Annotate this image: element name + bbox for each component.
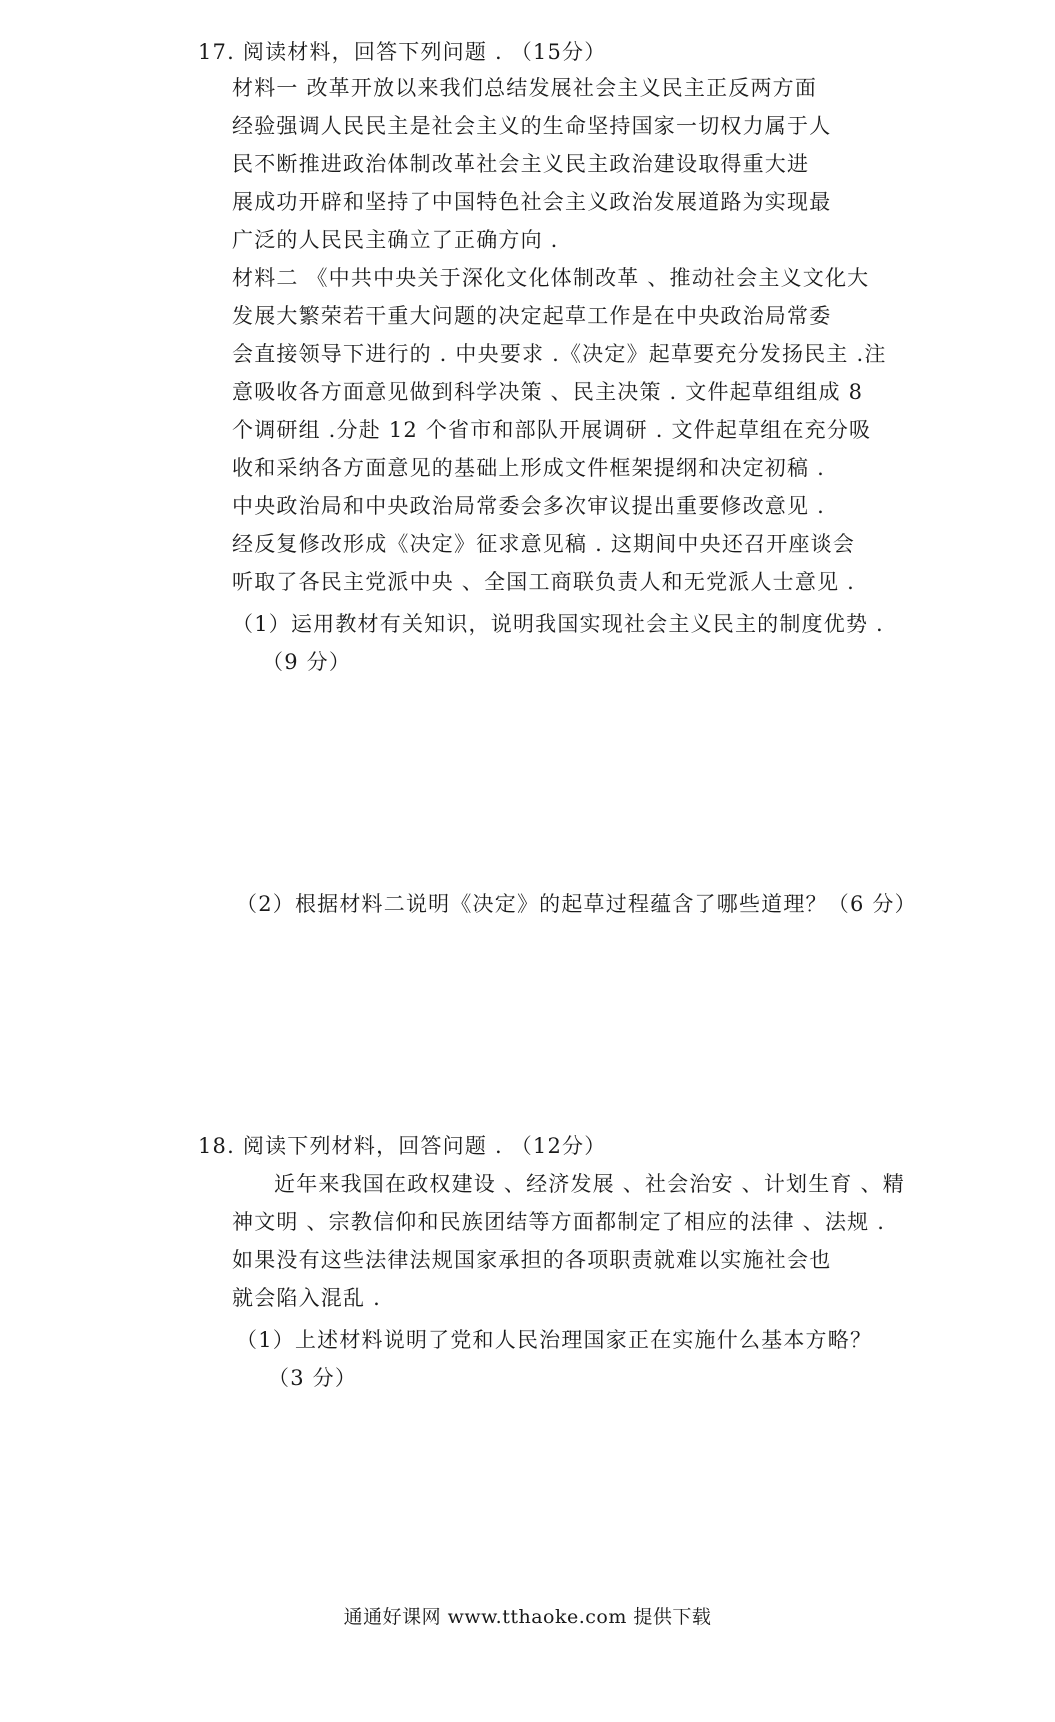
footer-credit: 通通好课网 www.tthaoke.com 提供下载 bbox=[343, 1606, 712, 1628]
q18-sub1-prompt: （1）上述材料说明了党和人民治理国家正在实施什么基本方略？ bbox=[236, 1328, 873, 1352]
q17-sub1-score: （9 分） bbox=[262, 650, 352, 674]
q18-title: 18. 阅读下列材料，回答问题 . （12分） bbox=[198, 1134, 607, 1158]
q17-sub2-prompt: （2）根据材料二说明《决定》的起草过程蕴含了哪些道理？（6 分） bbox=[236, 892, 917, 916]
q17-material1-line: 材料一 改革开放以来我们总结发展社会主义民主正反两方面 bbox=[232, 76, 818, 100]
q17-material2-line: 会直接领导下进行的 . 中央要求 .《决定》起草要充分发扬民主 .注 bbox=[232, 342, 887, 366]
q17-title: 17. 阅读材料，回答下列问题 . （15分） bbox=[198, 40, 607, 64]
q18-sub1-score: （3 分） bbox=[268, 1366, 358, 1390]
q17-material2-line: 意吸收各方面意见做到科学决策 、民主决策 . 文件起草组组成 8 bbox=[232, 380, 864, 404]
q17-material2-line: 中央政治局和中央政治局常委会多次审议提出重要修改意见 . bbox=[232, 494, 825, 518]
q17-material2-line: 材料二 《中共中央关于深化文化体制改革 、推动社会主义文化大 bbox=[232, 266, 870, 290]
q17-material2-line: 经反复修改形成《决定》征求意见稿 . 这期间中央还召开座谈会 bbox=[232, 532, 856, 556]
q17-material2-line: 个调研组 .分赴 12 个省市和部队开展调研 . 文件起草组在充分吸 bbox=[232, 418, 872, 442]
q17-material1-line: 广泛的人民民主确立了正确方向 . bbox=[232, 228, 559, 252]
q17-material2-line: 听取了各民主党派中央 、全国工商联负责人和无党派人士意见 . bbox=[232, 570, 856, 594]
q17-material1-line: 展成功开辟和坚持了中国特色社会主义政治发展道路为实现最 bbox=[232, 190, 832, 214]
q18-material-line: 近年来我国在政权建设 、经济发展 、社会治安 、计划生育 、精 bbox=[274, 1172, 905, 1196]
q18-material-line: 就会陷入混乱 . bbox=[232, 1286, 381, 1310]
q18-material-line: 神文明 、宗教信仰和民族团结等方面都制定了相应的法律 、法规 . bbox=[232, 1210, 886, 1234]
q17-material1-line: 民不断推进政治体制改革社会主义民主政治建设取得重大进 bbox=[232, 152, 810, 176]
q17-material2-line: 发展大繁荣若干重大问题的决定起草工作是在中央政治局常委 bbox=[232, 304, 832, 328]
q17-sub1-prompt: （1）运用教材有关知识，说明我国实现社会主义民主的制度优势 . bbox=[232, 612, 884, 636]
q17-material1-line: 经验强调人民民主是社会主义的生命坚持国家一切权力属于人 bbox=[232, 114, 832, 138]
q17-material2-line: 收和采纳各方面意见的基础上形成文件框架提纲和决定初稿 . bbox=[232, 456, 825, 480]
q18-material-line: 如果没有这些法律法规国家承担的各项职责就难以实施社会也 bbox=[232, 1248, 832, 1272]
